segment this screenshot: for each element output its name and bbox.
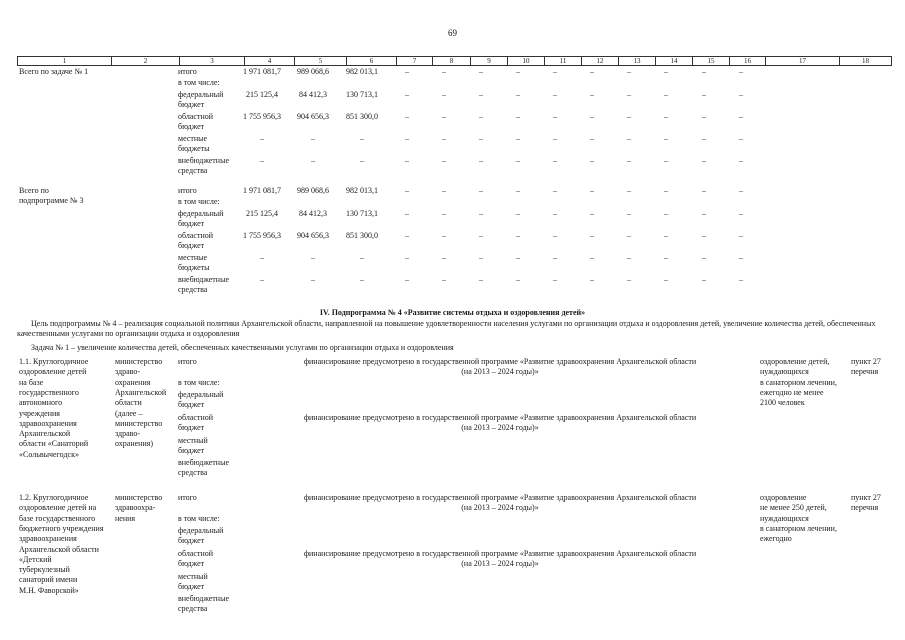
measure-link-line: пункт 27: [851, 357, 881, 366]
empty-cell-dash: –: [627, 231, 631, 240]
empty-cell-dash: –: [442, 209, 446, 218]
measure-name-line: 1.1. Круглогодичное: [19, 357, 89, 366]
measure-executor-line: здраво-: [115, 429, 141, 439]
empty-cell-dash: –: [627, 112, 631, 121]
total-label-line: Всего по: [19, 186, 49, 195]
funding-source-line: в том числе:: [178, 197, 220, 206]
empty-cell-dash: –: [405, 253, 409, 262]
empty-cell-dash: –: [553, 134, 557, 143]
measure-source-line: средства: [178, 468, 208, 477]
empty-cell-dash: –: [405, 112, 409, 121]
column-number-14: 14: [656, 57, 693, 66]
column-number-8: 8: [433, 57, 471, 66]
column-number-7: 7: [397, 57, 433, 66]
column-number-6: 6: [347, 57, 397, 66]
funding-value: 851 300,0: [346, 112, 378, 121]
empty-cell-dash: –: [627, 275, 631, 284]
measure-source-line: внебюджетные: [178, 594, 229, 603]
financing-note-line: (на 2013 – 2024 годы)»: [461, 423, 539, 432]
empty-cell-dash: –: [590, 156, 594, 165]
measure-source-line: внебюджетные: [178, 458, 229, 467]
measure-name-line: области «Санаторий: [19, 439, 89, 449]
page-number: 69: [448, 28, 457, 38]
measure-source-line: местный: [178, 436, 208, 445]
funding-value: 904 656,3: [297, 112, 329, 121]
empty-cell-dash: –: [553, 186, 557, 195]
empty-cell-dash: –: [590, 253, 594, 262]
column-number-17: 17: [766, 57, 840, 66]
empty-cell-dash: –: [516, 231, 520, 240]
empty-cell-dash: –: [442, 156, 446, 165]
funding-value: 1 971 081,7: [243, 186, 281, 195]
measure-source-line: бюджет: [178, 559, 205, 568]
financing-note-line: финансирование предусмотрено в государственной программе «Развитие здравоохранения Архангельской области: [303, 357, 697, 366]
measure-result-line: ежегодно: [760, 534, 792, 544]
funding-value: 982 013,1: [346, 186, 378, 195]
funding-value: –: [260, 253, 264, 262]
measure-name-line: здравоохранения: [19, 534, 77, 544]
funding-source-line: бюджет: [178, 219, 205, 228]
empty-cell-dash: –: [739, 67, 743, 76]
funding-source-line: средства: [178, 285, 208, 294]
funding-value: –: [360, 134, 364, 143]
empty-cell-dash: –: [590, 275, 594, 284]
measure-source-line: областной: [178, 413, 214, 422]
measure-result-line: в санаторном лечении,: [760, 377, 837, 387]
measure-executor-line: нения: [115, 513, 136, 523]
funding-value: 84 412,3: [299, 209, 327, 218]
subprogram-goal: Цель подпрограммы № 4 – реализация социальной политики Архангельской области, направленной на повышение удовлетворенности населения услугами по организации отдыха и оздоровления детей, увеличение количества детей, обеспеченных качественными услугами по организации отдыха и оздоровления: [17, 319, 876, 338]
empty-cell-dash: –: [702, 90, 706, 99]
financing-note-line: (на 2013 – 2024 годы)»: [461, 367, 539, 376]
measure-source-line: бюджет: [178, 536, 205, 545]
financing-note-line: (на 2013 – 2024 годы)»: [461, 559, 539, 568]
measure-executor-line: здраво-: [115, 367, 141, 377]
funding-value: 989 068,6: [297, 186, 329, 195]
funding-value: 989 068,6: [297, 67, 329, 76]
empty-cell-dash: –: [405, 275, 409, 284]
empty-cell-dash: –: [479, 67, 483, 76]
empty-cell-dash: –: [664, 209, 668, 218]
financing-note-line: финансирование предусмотрено в государственной программе «Развитие здравоохранения Архангельской области: [303, 413, 697, 422]
empty-cell-dash: –: [739, 156, 743, 165]
measure-result-line: нуждающихся: [760, 513, 809, 523]
empty-cell-dash: –: [590, 67, 594, 76]
empty-cell-dash: –: [590, 112, 594, 121]
measure-source-line: в том числе:: [178, 514, 220, 523]
measure-source-line: федеральный: [178, 526, 224, 535]
empty-cell-dash: –: [516, 156, 520, 165]
empty-cell-dash: –: [479, 186, 483, 195]
empty-cell-dash: –: [442, 134, 446, 143]
measure-name-line: Архангельской области: [19, 544, 99, 554]
measure-source-line: областной: [178, 549, 214, 558]
empty-cell-dash: –: [664, 275, 668, 284]
empty-cell-dash: –: [405, 156, 409, 165]
measure-name-line: санаторий имени: [19, 575, 78, 585]
funding-value: 851 300,0: [346, 231, 378, 240]
measure-name-line: бюджетного учреждения: [19, 523, 104, 533]
funding-value: 84 412,3: [299, 90, 327, 99]
measure-name-line: здравоохранения: [19, 418, 77, 428]
funding-value: –: [311, 156, 315, 165]
measure-link-line: пункт 27: [851, 493, 881, 502]
measure-executor-line: министерство: [115, 357, 163, 366]
funding-source-line: итого: [178, 186, 197, 195]
measure-name-line: автономного: [19, 398, 63, 408]
measure-source-line: итого: [178, 357, 197, 366]
empty-cell-dash: –: [442, 90, 446, 99]
empty-cell-dash: –: [553, 90, 557, 99]
empty-cell-dash: –: [627, 67, 631, 76]
empty-cell-dash: –: [405, 209, 409, 218]
total-label-line: подпрограмме № 3: [19, 196, 84, 205]
empty-cell-dash: –: [553, 275, 557, 284]
empty-cell-dash: –: [739, 275, 743, 284]
funding-source-line: областной: [178, 231, 214, 240]
measure-source-line: средства: [178, 604, 208, 613]
empty-cell-dash: –: [590, 231, 594, 240]
column-number-9: 9: [471, 57, 508, 66]
financing-note-line: (на 2013 – 2024 годы)»: [461, 503, 539, 512]
empty-cell-dash: –: [442, 186, 446, 195]
empty-cell-dash: –: [739, 253, 743, 262]
measure-source-line: в том числе:: [178, 378, 220, 387]
funding-value: –: [260, 275, 264, 284]
empty-cell-dash: –: [702, 209, 706, 218]
empty-cell-dash: –: [442, 253, 446, 262]
empty-cell-dash: –: [627, 134, 631, 143]
funding-source-line: бюджеты: [178, 144, 210, 153]
empty-cell-dash: –: [516, 112, 520, 121]
empty-cell-dash: –: [442, 231, 446, 240]
measure-name-line: оздоровление детей на: [19, 503, 97, 513]
funding-value: –: [360, 275, 364, 284]
measure-link-line: перечня: [851, 503, 879, 513]
empty-cell-dash: –: [479, 275, 483, 284]
empty-cell-dash: –: [739, 112, 743, 121]
empty-cell-dash: –: [516, 186, 520, 195]
empty-cell-dash: –: [553, 209, 557, 218]
empty-cell-dash: –: [442, 112, 446, 121]
empty-cell-dash: –: [479, 156, 483, 165]
column-number-4: 4: [245, 57, 295, 66]
empty-cell-dash: –: [664, 67, 668, 76]
funding-source-line: местные: [178, 253, 208, 262]
empty-cell-dash: –: [702, 112, 706, 121]
column-number-15: 15: [693, 57, 730, 66]
funding-source-line: средства: [178, 166, 208, 175]
column-header-row: [17, 56, 892, 66]
funding-value: 1 755 956,3: [243, 112, 281, 121]
funding-source-line: бюджет: [178, 122, 205, 131]
measure-source-line: бюджет: [178, 446, 205, 455]
empty-cell-dash: –: [590, 186, 594, 195]
funding-value: 1 971 081,7: [243, 67, 281, 76]
empty-cell-dash: –: [627, 253, 631, 262]
measure-executor-line: области: [115, 398, 142, 408]
empty-cell-dash: –: [479, 90, 483, 99]
empty-cell-dash: –: [405, 134, 409, 143]
empty-cell-dash: –: [479, 134, 483, 143]
funding-source-line: бюджет: [178, 100, 205, 109]
empty-cell-dash: –: [442, 67, 446, 76]
funding-source-line: местные: [178, 134, 208, 143]
empty-cell-dash: –: [739, 134, 743, 143]
column-number-1: 1: [18, 57, 112, 66]
empty-cell-dash: –: [442, 275, 446, 284]
empty-cell-dash: –: [702, 253, 706, 262]
empty-cell-dash: –: [702, 275, 706, 284]
measure-executor-line: охранения): [115, 439, 154, 449]
empty-cell-dash: –: [479, 112, 483, 121]
empty-cell-dash: –: [405, 90, 409, 99]
funding-source-line: федеральный: [178, 209, 224, 218]
funding-source-line: федеральный: [178, 90, 224, 99]
measure-name-line: туберкулезный: [19, 565, 70, 575]
empty-cell-dash: –: [702, 156, 706, 165]
empty-cell-dash: –: [739, 231, 743, 240]
financing-note-line: финансирование предусмотрено в государственной программе «Развитие здравоохранения Архангельской области: [303, 493, 697, 502]
measure-result-line: 2100 человек: [760, 398, 805, 408]
empty-cell-dash: –: [664, 231, 668, 240]
measure-executor-line: здравоохра-: [115, 503, 156, 513]
empty-cell-dash: –: [553, 253, 557, 262]
measure-executor-line: министерство: [115, 418, 163, 428]
empty-cell-dash: –: [702, 231, 706, 240]
empty-cell-dash: –: [739, 186, 743, 195]
empty-cell-dash: –: [627, 156, 631, 165]
empty-cell-dash: –: [664, 134, 668, 143]
section-title: IV. Подпрограмма № 4 «Развитие системы отдыха и оздоровления детей»: [319, 308, 586, 317]
empty-cell-dash: –: [516, 90, 520, 99]
empty-cell-dash: –: [516, 134, 520, 143]
funding-source-line: бюджет: [178, 241, 205, 250]
measure-name-line: 1.2. Круглогодичное: [19, 493, 89, 502]
column-number-18: 18: [840, 57, 892, 66]
measure-source-line: местный: [178, 572, 208, 581]
measure-source-line: бюджет: [178, 423, 205, 432]
funding-value: 215 125,4: [246, 209, 278, 218]
empty-cell-dash: –: [553, 156, 557, 165]
empty-cell-dash: –: [702, 134, 706, 143]
empty-cell-dash: –: [405, 186, 409, 195]
empty-cell-dash: –: [553, 231, 557, 240]
empty-cell-dash: –: [664, 156, 668, 165]
column-number-5: 5: [295, 57, 347, 66]
measure-name-line: базе государственного: [19, 513, 96, 523]
measure-link-line: перечня: [851, 367, 879, 377]
empty-cell-dash: –: [405, 231, 409, 240]
funding-value: 130 713,1: [346, 209, 378, 218]
empty-cell-dash: –: [739, 209, 743, 218]
empty-cell-dash: –: [739, 90, 743, 99]
measure-source-line: бюджет: [178, 400, 205, 409]
funding-value: –: [260, 134, 264, 143]
funding-source-line: итого: [178, 67, 197, 76]
measure-result-line: в санаторном лечении,: [760, 523, 837, 533]
funding-value: –: [311, 275, 315, 284]
measure-name-line: учреждения: [19, 408, 60, 418]
measure-name-line: государственного: [19, 387, 79, 397]
empty-cell-dash: –: [702, 186, 706, 195]
column-number-2: 2: [112, 57, 180, 66]
empty-cell-dash: –: [702, 67, 706, 76]
measure-executor-line: Архангельской: [115, 387, 167, 397]
measure-result-line: нуждающихся: [760, 367, 809, 377]
subprogram-task: Задача № 1 – увеличение количества детей, обеспеченных качественными услугами по организации отдыха и оздоровления: [31, 343, 454, 352]
column-number-12: 12: [582, 57, 619, 66]
measure-executor-line: министерство: [115, 493, 163, 502]
empty-cell-dash: –: [627, 90, 631, 99]
empty-cell-dash: –: [664, 90, 668, 99]
funding-value: –: [311, 134, 315, 143]
measure-name-line: на базе: [19, 377, 44, 387]
measure-name-line: «Сольвычегодск»: [19, 449, 79, 459]
empty-cell-dash: –: [553, 67, 557, 76]
column-number-10: 10: [508, 57, 545, 66]
measure-source-line: бюджет: [178, 582, 205, 591]
financing-note-line: финансирование предусмотрено в государственной программе «Развитие здравоохранения Архангельской области: [303, 549, 697, 558]
funding-source-line: в том числе:: [178, 78, 220, 87]
funding-value: –: [360, 156, 364, 165]
funding-source-line: внебюджетные: [178, 275, 229, 284]
empty-cell-dash: –: [405, 67, 409, 76]
funding-value: –: [360, 253, 364, 262]
measure-name-line: оздоровление детей: [19, 367, 87, 377]
column-number-3: 3: [180, 57, 245, 66]
empty-cell-dash: –: [516, 67, 520, 76]
measure-result-line: оздоровление детей,: [760, 357, 830, 366]
funding-value: –: [311, 253, 315, 262]
measure-name-line: М.Н. Фаворской»: [19, 585, 79, 595]
empty-cell-dash: –: [627, 209, 631, 218]
empty-cell-dash: –: [664, 112, 668, 121]
empty-cell-dash: –: [553, 112, 557, 121]
empty-cell-dash: –: [479, 209, 483, 218]
empty-cell-dash: –: [664, 186, 668, 195]
empty-cell-dash: –: [516, 253, 520, 262]
empty-cell-dash: –: [627, 186, 631, 195]
measure-result-line: не менее 250 детей,: [760, 503, 827, 513]
measure-name-line: «Детский: [19, 554, 52, 564]
funding-value: 1 755 956,3: [243, 231, 281, 240]
funding-source-line: областной: [178, 112, 214, 121]
measure-source-line: итого: [178, 493, 197, 502]
empty-cell-dash: –: [664, 253, 668, 262]
empty-cell-dash: –: [590, 90, 594, 99]
funding-source-line: бюджеты: [178, 263, 210, 272]
measure-executor-line: охранения: [115, 377, 151, 387]
measure-result-line: ежегодно не менее: [760, 387, 824, 397]
funding-source-line: внебюджетные: [178, 156, 229, 165]
funding-value: 982 013,1: [346, 67, 378, 76]
column-number-11: 11: [545, 57, 582, 66]
empty-cell-dash: –: [516, 275, 520, 284]
funding-value: 215 125,4: [246, 90, 278, 99]
total-label-line: Всего по задаче № 1: [19, 67, 89, 76]
measure-name-line: Архангельской: [19, 429, 71, 439]
measure-result-line: оздоровление: [760, 493, 807, 502]
funding-value: 904 656,3: [297, 231, 329, 240]
funding-value: –: [260, 156, 264, 165]
measure-executor-line: (далее –: [115, 408, 143, 418]
empty-cell-dash: –: [590, 134, 594, 143]
column-number-13: 13: [619, 57, 656, 66]
measure-source-line: федеральный: [178, 390, 224, 399]
empty-cell-dash: –: [479, 231, 483, 240]
empty-cell-dash: –: [516, 209, 520, 218]
empty-cell-dash: –: [479, 253, 483, 262]
column-number-16: 16: [730, 57, 766, 66]
funding-value: 130 713,1: [346, 90, 378, 99]
empty-cell-dash: –: [590, 209, 594, 218]
